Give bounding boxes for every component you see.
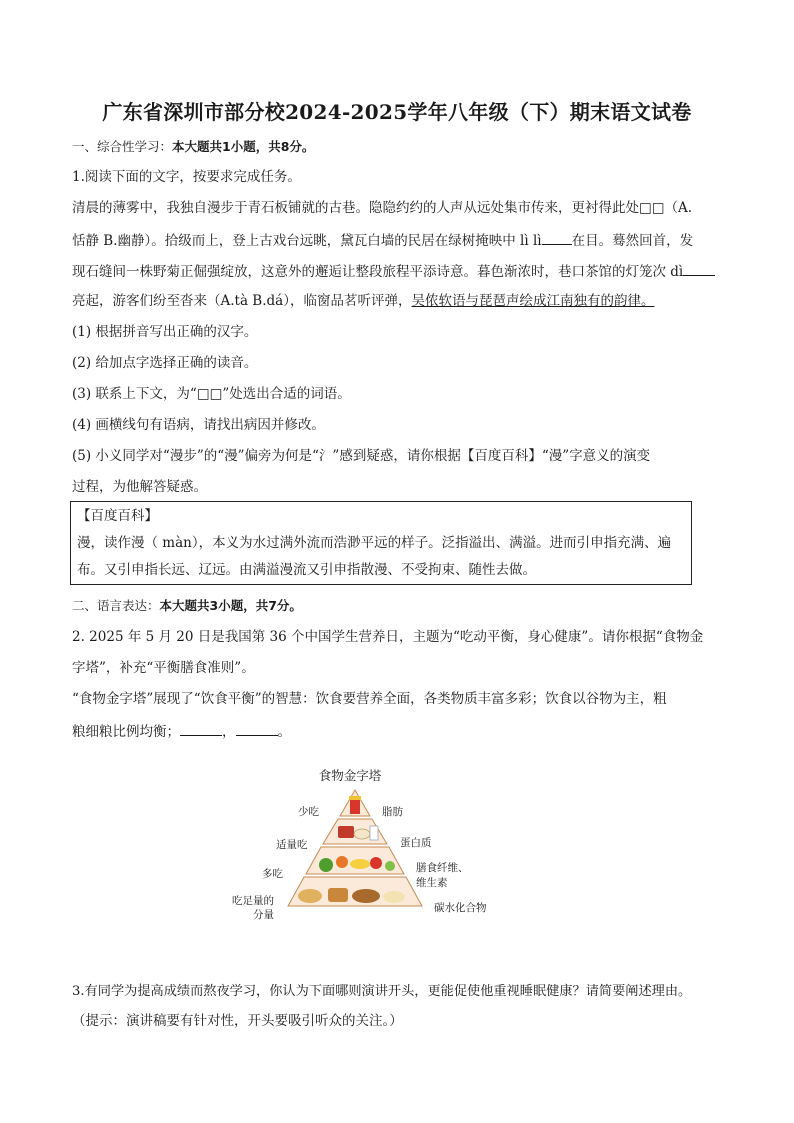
apple-icon: [370, 857, 382, 869]
passage-line-2b: 在目。蓦然回首，发: [571, 233, 694, 249]
passage-line-1: 清晨的薄雾中，我独自漫步于青石板铺就的古巷。隐隐约约的人声从远处集市传来，更衬得此处□□（A.: [72, 200, 693, 216]
section-one-prefix: 一、综合性学习：: [72, 139, 173, 154]
period-text: 。: [277, 724, 291, 740]
passage-line-2a: 恬静 B.幽静）。拾级而上，登上古戏台远眺，黛瓦白墙的民居在绿树掩映中 lì lì: [72, 233, 542, 249]
pyramid-right-label-3: 膳食纤维、: [416, 862, 469, 874]
answer-blank-di[interactable]: [683, 261, 715, 276]
section-one-detail: 本大题共1小题，共8分。: [172, 139, 315, 154]
question-2-line-4a: 粮细粮比例均衡；: [72, 724, 180, 740]
bread-icon: [298, 889, 322, 903]
task-4: (4) 画横线句有语病，请找出病因并修改。: [72, 417, 325, 433]
lettuce-icon: [385, 861, 395, 871]
orange-icon: [336, 856, 348, 868]
question-2-line-1: 2. 2025 年 5 月 20 日是我国第 36 个中国学生营养日，主题为“吃动平衡，身心健康”。请你根据“食物金: [72, 629, 704, 645]
section-two-heading: [72, 597, 732, 615]
question-3-line-1: 3.有同学为提高成绩而熬夜学习，你认为下面哪则演讲开头，更能促使他重视睡眠健康？请简要阐述理由。: [72, 984, 692, 999]
loaf-icon: [328, 888, 348, 902]
pyramid-left-label-1: 少吃: [298, 806, 319, 818]
task-5: (5) 小义同学对“漫步”的“漫”偏旁为何是“氵”感到疑惑，请你根据【百度百科】“漫”字意义的演变: [72, 448, 651, 464]
question-2-line-4: [72, 721, 732, 741]
rice-icon: [383, 891, 405, 903]
fries-top-icon: [349, 796, 361, 800]
box-heading: 【百度百科】: [77, 508, 158, 524]
underlined-sentence: 吴侬软语与琵琶声绘成江南独有的韵律。: [411, 293, 655, 309]
section-two-detail: 本大题共3小题，共7分。: [159, 598, 302, 613]
passage-line-4: [72, 292, 732, 310]
food-pyramid-figure: [270, 786, 440, 926]
answer-blank-2[interactable]: [236, 721, 278, 736]
task-1: (1) 根据拼音写出正确的汉字。: [72, 324, 258, 340]
pyramid-right-label-1: 脂肪: [382, 806, 403, 818]
task-5-continued: 过程，为他解答疑惑。: [72, 479, 207, 495]
milk-icon: [370, 826, 378, 840]
pyramid-left-label-4: 吃足量的: [232, 895, 274, 907]
task-3: (3) 联系上下文，为“□□”处选出合适的词语。: [72, 386, 351, 402]
pyramid-right-label-4: 维生素: [416, 877, 448, 889]
box-line-2: 布。又引申指长远、辽远。由满溢漫流又引申指散漫、不受拘束、随性去做。: [77, 562, 536, 578]
egg-icon: [354, 829, 370, 839]
passage-line-3a: 现石缝间一株野菊正倔强绽放，这意外的邂逅让整段旅程平添诗意。暮色渐浓时，巷口茶馆的灯笼次 dì: [72, 264, 684, 280]
task-2: (2) 给加点字选择正确的读音。: [72, 355, 258, 371]
question-2-line-2: 字塔”，补充“平衡膳食准则”。: [72, 660, 255, 676]
passage-line-2: [72, 230, 732, 250]
fries-icon: [350, 800, 360, 814]
baidu-encyclopedia-box: [70, 501, 692, 585]
exam-title: 广东省深圳市部分校2024-2025学年八年级（下）期末语文试卷: [102, 100, 692, 124]
question-2-line-3: “食物金字塔”展现了“饮食平衡”的智慧：饮食要营养全面，各类物质丰富多彩；饮食以谷物为主，粗: [72, 691, 667, 707]
comma-text: ，: [222, 724, 236, 740]
meat-icon: [338, 826, 354, 838]
pyramid-title: 食物金字塔: [318, 768, 382, 783]
box-line-1: 漫，读作漫（ màn），本义为水过满外流而浩渺平远的样子。泛指溢出、满溢。进而引申指充满、遍: [77, 535, 672, 551]
pyramid-left-label-5: 分量: [253, 909, 274, 921]
question-1-stem: 1.阅读下面的文字，按要求完成任务。: [72, 169, 301, 185]
pyramid-right-label-5: 碳水化合物: [434, 902, 487, 914]
question-3-hint: （提示：演讲稿要有针对性，开头要吸引听众的关注。）: [72, 1013, 403, 1029]
answer-blank-lili[interactable]: [542, 230, 572, 245]
answer-blank-1[interactable]: [180, 721, 222, 736]
section-one-heading: [72, 138, 732, 156]
pyramid-left-label-2: 适量吃: [276, 839, 308, 851]
pyramid-right-label-2: 蛋白质: [400, 837, 432, 849]
broccoli-icon: [319, 858, 333, 872]
section-two-prefix: 二、语言表达：: [72, 598, 160, 613]
pyramid-left-label-3: 多吃: [262, 868, 283, 880]
passage-line-3: [72, 261, 732, 281]
baguette-icon: [352, 889, 380, 903]
passage-line-4a: 亮起，游客们纷至沓来（A.tà B.dá），临窗品茗听评弹，: [72, 293, 412, 309]
banana-icon: [350, 859, 370, 869]
